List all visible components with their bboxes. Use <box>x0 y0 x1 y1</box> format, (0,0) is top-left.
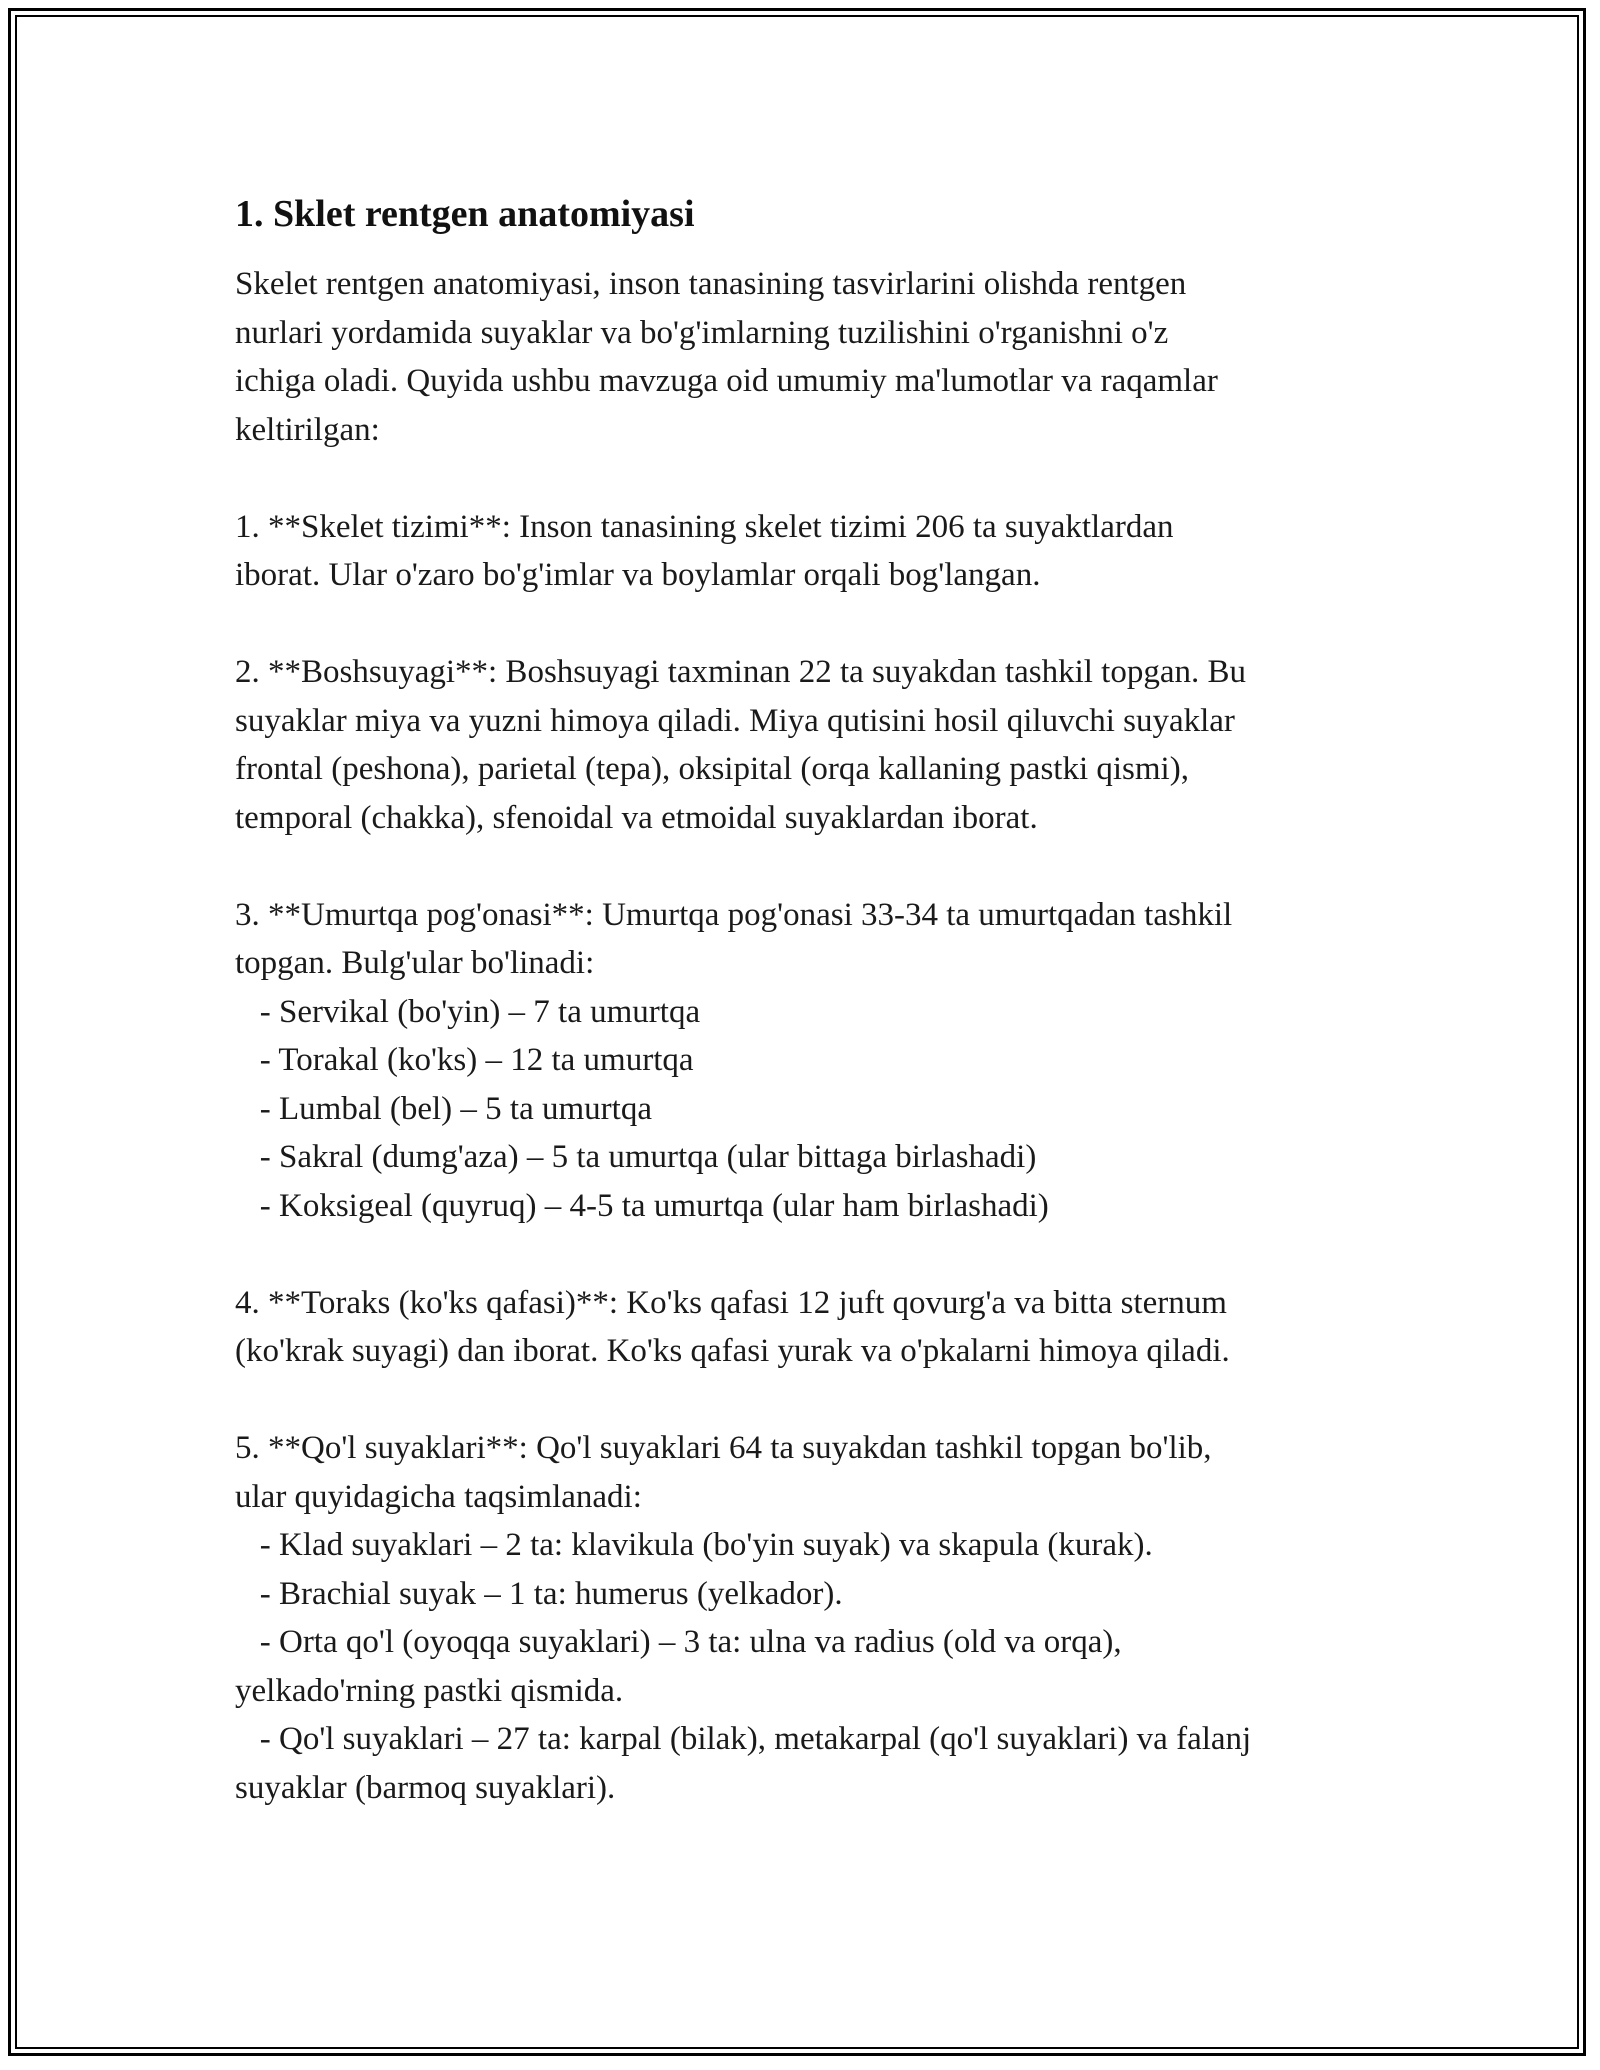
document-title: 1. Sklet rentgen anatomiyasi <box>235 193 695 235</box>
document-body: Skelet rentgen anatomiyasi, inson tanasining tasvirlarini olishda rentgen nurlari yordamida suyaklar va bo'g'imlarning tuzilishini o'rganishni o'z ichiga oladi. Quyida ushbu mavzuga oid umumiy ma'lumotlar va raqamlar keltirilgan: 1. **Skelet tizimi**: Inson tanasining skelet tizimi 206 ta suyaktlardan iborat. Ular o'zaro bo'g'imlar va boylamlar orqali bog'langan. 2. **Boshsuyagi**: Boshsuyagi taxminan 22 ta suyakdan tashkil topgan. Bu suyaklar miya va yuzni himoya qiladi. Miya qutisini hosil qiluvchi suyaklar frontal (peshona), parietal (tepa), oksipital (orqa kallaning pastki qismi), temporal (chakka), sfenoidal va etmoidal suyaklardan iborat. 3. **Umurtqa pog'onasi**: Umurtqa pog'onasi 33-34 ta umurtqadan tashkil topgan. Bulg'ular bo'linadi: - Servikal (bo'yin) – 7 ta umurtqa - Torakal (ko'ks) – 12 ta umurtqa - Lumbal (bel) – 5 ta umurtqa - Sakral (dumg'aza) – 5 ta umurtqa (ular bittaga birlashadi) - Koksigeal (quyruq) – 4-5 ta umurtqa (ular ham birlashadi) 4. **Toraks (ko'ks qafasi)**: Ko'ks qafasi 12 juft qovurg'a va bitta sternum (ko'krak suyagi) dan iborat. Ko'ks qafasi yurak va o'pkalarni himoya qiladi. 5. **Qo'l suyaklari**: Qo'l suyaklari 64 ta suyakdan tashkil topgan bo'lib, ular quyidagicha taqsimlanadi: - Klad suyaklari – 2 ta: klavikula (bo'yin suyak) va skapula (kurak). - Brachial suyak – 1 ta: humerus (yelkador). - Orta qo'l (oyoqqa suyaklari) – 3 ta: ulna va radius (old va orqa), yelkado'rning pastki qismida. - Qo'l suyaklari – 27 ta: karpal (bilak), metakarpal (qo'l suyaklari) va falanj suyaklar (barmoq suyaklari). <box>235 266 1252 1806</box>
document-content <box>235 188 1375 1812</box>
